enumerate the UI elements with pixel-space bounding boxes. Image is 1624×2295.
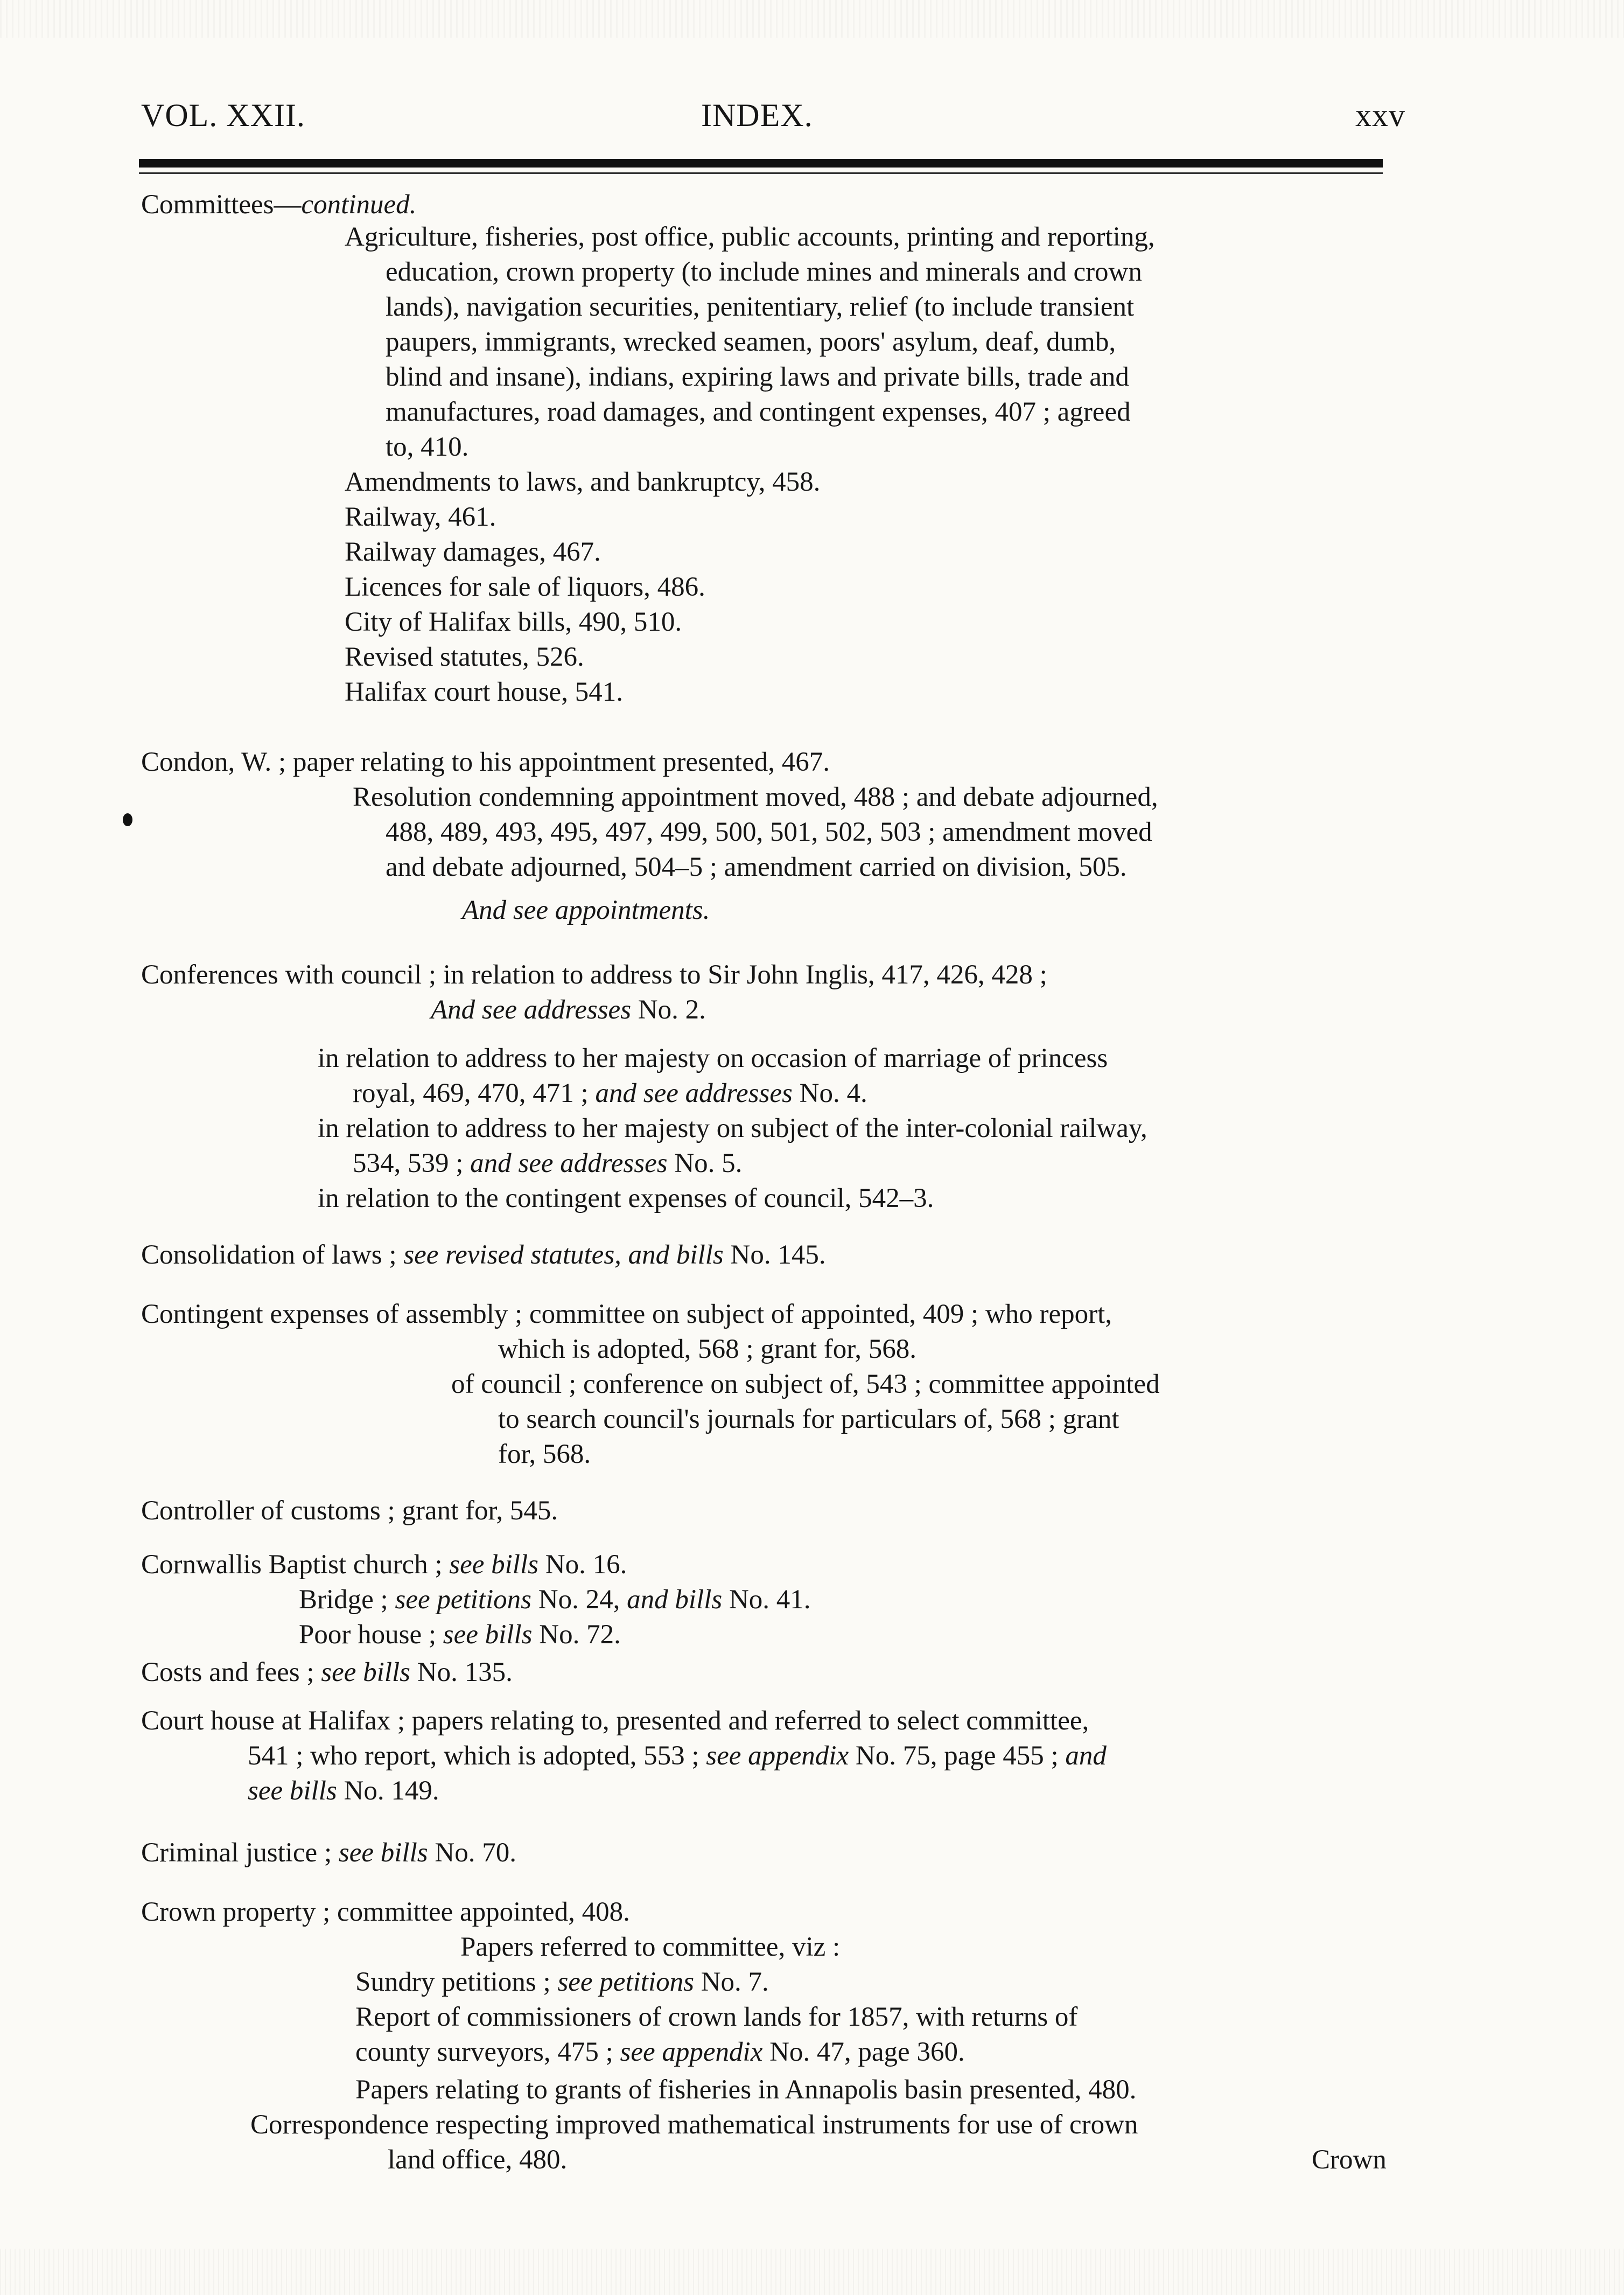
entry-text: Amendments to laws, and bankruptcy, 458. <box>345 467 821 497</box>
entry-text: which is adopted, 568 ; grant for, 568. <box>498 1334 916 1364</box>
index-line <box>141 746 830 778</box>
entry-text: of council ; conference on subject of, 543 ; committee appointed <box>451 1369 1160 1399</box>
entry-text: for, 568. <box>498 1439 591 1469</box>
index-line <box>248 1740 1107 1772</box>
entry-text: Consolidation of laws ; <box>141 1240 404 1270</box>
catchword: Crown <box>1312 2145 1387 2175</box>
italic-reference: see petitions <box>395 1585 532 1615</box>
page-number: xxv <box>1355 97 1405 133</box>
entry-text: county surveyors, 475 ; <box>355 2037 620 2067</box>
entry-text: 541 ; who report, which is adopted, 553 ; <box>248 1741 706 1771</box>
entry-text: No. 47, page 360. <box>762 2037 965 2067</box>
entry-text: Crown property ; committee appointed, 408. <box>141 1897 630 1927</box>
entry-text: royal, 469, 470, 471 ; <box>353 1078 596 1108</box>
index-line <box>451 1368 1160 1400</box>
index-line <box>355 2036 965 2068</box>
entry-text: Committees— <box>141 190 302 220</box>
italic-reference: and bills <box>627 1585 723 1615</box>
index-line <box>353 1147 742 1180</box>
entry-text: No. 41. <box>722 1585 811 1615</box>
index-line <box>460 1931 840 1963</box>
entry-text: Sundry petitions ; <box>355 1967 558 1997</box>
index-line <box>431 994 706 1026</box>
index-line <box>141 1495 558 1527</box>
index-line <box>318 1042 1108 1075</box>
scan-noise-bottom <box>0 2249 1624 2295</box>
entry-text: No. 2. <box>631 995 706 1025</box>
index-line <box>141 1705 1089 1737</box>
entry-text: No. 72. <box>532 1620 621 1650</box>
entry-text: Bridge ; <box>299 1585 395 1615</box>
entry-text: No. 4. <box>792 1078 867 1108</box>
index-line <box>318 1182 934 1215</box>
index-line <box>353 781 1158 813</box>
index-line <box>318 1112 1147 1145</box>
index-line <box>141 1239 826 1271</box>
entry-text: Resolution condemning appointment moved, 488 ; and debate adjourned, <box>353 782 1158 812</box>
index-line <box>345 536 601 568</box>
italic-reference: see petitions <box>557 1967 694 1997</box>
index-line <box>498 1333 916 1365</box>
entry-text: No. 24, <box>531 1585 627 1615</box>
index-line <box>299 1619 621 1651</box>
italic-reference: see appendix <box>706 1741 849 1771</box>
index-line <box>141 1896 630 1928</box>
italic-reference: and <box>1065 1741 1107 1771</box>
entry-text: Revised statutes, 526. <box>345 642 584 672</box>
entry-text: No. 70. <box>428 1838 516 1868</box>
header-rule <box>139 159 1383 168</box>
index-line <box>345 676 623 708</box>
index-line <box>345 466 820 498</box>
index-line <box>355 1966 769 1998</box>
italic-reference: see bills <box>338 1838 428 1868</box>
entry-text: to, 410. <box>386 432 469 462</box>
index-line <box>386 291 1134 323</box>
entry-text: in relation to the contingent expenses of council, 542–3. <box>318 1183 934 1213</box>
margin-mark <box>123 813 132 826</box>
entry-text: manufactures, road damages, and contingent expenses, 407 ; agreed <box>386 397 1131 427</box>
entry-text: education, crown property (to include mines and minerals and crown <box>386 257 1142 287</box>
entry-text: No. 135. <box>410 1657 513 1687</box>
italic-reference: see bills <box>248 1776 337 1806</box>
running-header <box>141 97 1405 140</box>
entry-text: Report of commissioners of crown lands for 1857, with returns of <box>355 2002 1078 2032</box>
entry-text: City of Halifax bills, 490, 510. <box>345 607 682 637</box>
index-line <box>388 2144 567 2176</box>
entry-text: lands), navigation securities, penitentiary, relief (to include transient <box>386 292 1135 322</box>
index-line <box>345 221 1155 253</box>
index-line <box>141 1837 516 1869</box>
entry-text: 534, 539 ; <box>353 1148 471 1178</box>
entry-text: Licences for sale of liquors, 486. <box>345 572 705 602</box>
index-line <box>299 1584 811 1616</box>
entry-text: paupers, immigrants, wrecked seamen, poors' asylum, deaf, dumb, <box>386 327 1116 357</box>
entry-text: Correspondence respecting improved mathematical instruments for use of crown <box>250 2110 1138 2140</box>
index-line <box>386 396 1131 428</box>
index-line <box>462 894 710 926</box>
index-line <box>345 606 682 638</box>
italic-reference: continued. <box>301 190 417 220</box>
index-line <box>386 326 1116 358</box>
index-line <box>386 256 1142 288</box>
entry-text: Papers relating to grants of fisheries in Annapolis basin presented, 480. <box>355 2075 1137 2105</box>
index-line <box>355 2074 1136 2106</box>
entry-text: No. 149. <box>337 1776 439 1806</box>
entry-text: Papers referred to committee, viz : <box>460 1932 841 1962</box>
entry-text: Costs and fees ; <box>141 1657 321 1687</box>
index-line <box>141 1548 627 1581</box>
entry-text: Agriculture, fisheries, post office, public accounts, printing and reporting, <box>345 222 1155 252</box>
entry-text: Condon, W. ; paper relating to his appointment presented, 467. <box>141 747 830 777</box>
italic-reference: and see addresses <box>470 1148 668 1178</box>
index-line <box>498 1403 1119 1435</box>
index-line <box>386 361 1129 393</box>
entry-text: Controller of customs ; grant for, 545. <box>141 1496 558 1526</box>
entry-text: in relation to address to her majesty on occasion of marriage of princess <box>318 1043 1108 1073</box>
italic-reference: And see addresses <box>431 995 632 1025</box>
italic-reference: see bills <box>443 1620 533 1650</box>
index-line <box>250 2109 1138 2141</box>
entry-text: Conferences with council ; in relation to address to Sir John Inglis, 417, 426, 428 ; <box>141 960 1047 990</box>
entry-text: Contingent expenses of assembly ; committee on subject of appointed, 409 ; who report, <box>141 1299 1112 1329</box>
index-line <box>141 189 416 221</box>
index-line <box>386 851 1127 883</box>
entry-text: Halifax court house, 541. <box>345 677 623 707</box>
entry-text: 488, 489, 493, 495, 497, 499, 500, 501, 502, 503 ; amendment moved <box>386 817 1152 847</box>
entry-text: Cornwallis Baptist church ; <box>141 1550 450 1580</box>
entry-text: Railway damages, 467. <box>345 537 601 567</box>
header-title: INDEX. <box>701 97 813 133</box>
index-line <box>498 1438 591 1470</box>
index-line <box>248 1775 439 1807</box>
italic-reference: And see appointments. <box>462 895 710 925</box>
italic-reference: see bills <box>321 1657 411 1687</box>
entry-text: No. 16. <box>538 1550 627 1580</box>
index-line <box>141 959 1047 991</box>
italic-reference: see bills <box>449 1550 538 1580</box>
entry-text: Railway, 461. <box>345 502 496 532</box>
index-line <box>141 1298 1112 1330</box>
index-line <box>386 431 468 463</box>
entry-text: Court house at Halifax ; papers relating to, presented and referred to select committee, <box>141 1706 1089 1736</box>
italic-reference: and see addresses <box>595 1078 793 1108</box>
entry-text: blind and insane), indians, expiring laws and private bills, trade and <box>386 362 1129 392</box>
scan-noise-top <box>0 0 1624 38</box>
italic-reference: see revised statutes, and bills <box>403 1240 724 1270</box>
entry-text: Poor house ; <box>299 1620 443 1650</box>
index-line <box>345 641 584 673</box>
index-line <box>345 501 496 533</box>
index-line <box>345 571 705 603</box>
header-rule-thin <box>139 172 1383 174</box>
entry-text: No. 75, page 455 ; <box>849 1741 1066 1771</box>
entry-text: and debate adjourned, 504–5 ; amendment carried on division, 505. <box>386 852 1127 882</box>
entry-text: Criminal justice ; <box>141 1838 339 1868</box>
entry-text: to search council's journals for particulars of, 568 ; grant <box>498 1404 1119 1434</box>
index-line <box>386 816 1152 848</box>
index-line <box>353 1077 867 1110</box>
entry-text: No. 7. <box>694 1967 769 1997</box>
index-line <box>141 1656 513 1689</box>
index-line <box>355 2001 1077 2033</box>
entry-text: in relation to address to her majesty on subject of the inter-colonial railway, <box>318 1113 1147 1143</box>
entry-text: No. 145. <box>723 1240 826 1270</box>
volume-number: VOL. XXII. <box>141 97 305 133</box>
entry-text: No. 5. <box>667 1148 743 1178</box>
italic-reference: see appendix <box>620 2037 763 2067</box>
entry-text: land office, 480. <box>388 2145 568 2175</box>
